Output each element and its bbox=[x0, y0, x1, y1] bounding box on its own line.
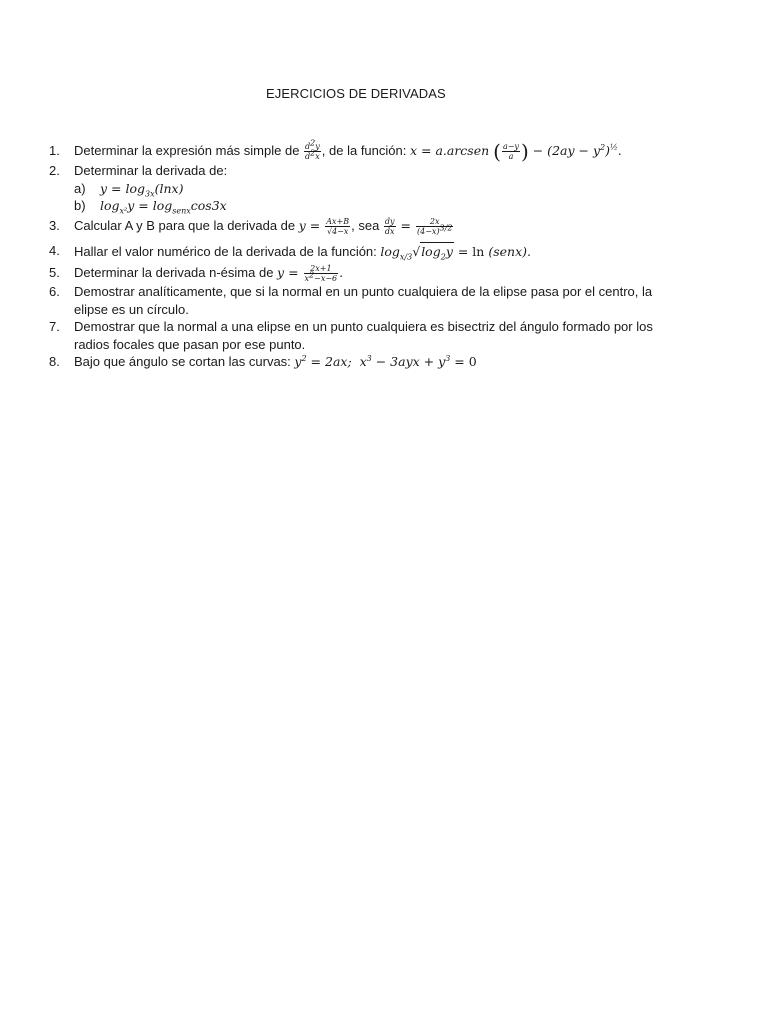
item-number: 3. bbox=[49, 217, 60, 233]
math-expression: y = $\frac{2x+1}{x^2-x-6}$ . bbox=[277, 264, 344, 284]
item-number: 7. bbox=[49, 319, 60, 335]
list-item-5 bbox=[46, 264, 686, 283]
sub-item-label: b) bbox=[74, 198, 86, 214]
item-text: Demostrar analíticamente, que si la normal en un punto cualquiera de la elipse pasa por el centro, la elipse es un círculo. bbox=[74, 284, 653, 317]
item-number: 4. bbox=[49, 242, 60, 258]
item-text: Bajo que ángulo se cortan las curvas: bbox=[74, 354, 295, 370]
item-text: Demostrar que la normal a una elipse en un punto cualquiera es bisectriz del ángulo formado por los radios focales que pasan por ese punto. bbox=[74, 319, 653, 352]
item-number: 6. bbox=[49, 284, 60, 300]
list-item-4 bbox=[46, 242, 686, 261]
math-expression: $\log_{x/3}√\log_2y = \ln$ (senx). bbox=[380, 243, 531, 262]
math-fraction: $\frac{d^2y}{d^2x}$ bbox=[305, 138, 320, 162]
sub-item-a bbox=[74, 180, 686, 198]
item-text: , de la función: bbox=[321, 143, 410, 158]
list-item-3 bbox=[46, 217, 686, 236]
sub-item-label: a) bbox=[74, 180, 86, 196]
sub-item-b bbox=[74, 197, 686, 215]
item-text: Determinar la derivada de: bbox=[74, 163, 228, 179]
item-text: Determinar la expresión más simple de bbox=[74, 143, 304, 158]
list-item-7 bbox=[46, 318, 686, 353]
item-text: Hallar el valor numérico de la derivada de la función: bbox=[74, 243, 381, 259]
math-expression: y = $\frac{Ax+B}{√4-x}$ bbox=[298, 216, 350, 236]
item-number: 5. bbox=[49, 265, 60, 281]
item-number: 8. bbox=[49, 354, 60, 370]
math-expression: $y^2 = 2ax$; $x^3 - 3ayx + y^3 = 0$ bbox=[294, 353, 477, 370]
page-title: EJERCICIOS DE DERIVADAS bbox=[266, 86, 446, 101]
list-item-2 bbox=[46, 162, 686, 215]
item-text: Determinar la derivada n-ésima de bbox=[74, 265, 278, 281]
math-expression: $\log_{x^2}y = \log_{senx}\cos 3x$ bbox=[100, 198, 227, 216]
list-item-6 bbox=[46, 283, 686, 318]
exercise-list bbox=[46, 138, 686, 371]
item-number: 2. bbox=[49, 163, 60, 179]
math-expression: $y = \log_{3x}(\ln x)$ bbox=[100, 180, 184, 199]
math-expression: $\frac{dy}{dx}$ = $\frac{2x}{(4-x)^{3/2}}$ bbox=[384, 216, 453, 236]
list-item-8 bbox=[46, 353, 686, 371]
item-text: , sea bbox=[351, 217, 383, 233]
item-text: Calcular A y B para que la derivada de bbox=[74, 217, 299, 233]
list-item-1 bbox=[46, 138, 686, 164]
math-expression: x = a.arcsen ( $\frac{a-y}{a}$ ) − $(2ay - y^2)^{\frac{1}{2}}$. bbox=[409, 139, 622, 164]
item-number: 1. bbox=[49, 143, 60, 158]
